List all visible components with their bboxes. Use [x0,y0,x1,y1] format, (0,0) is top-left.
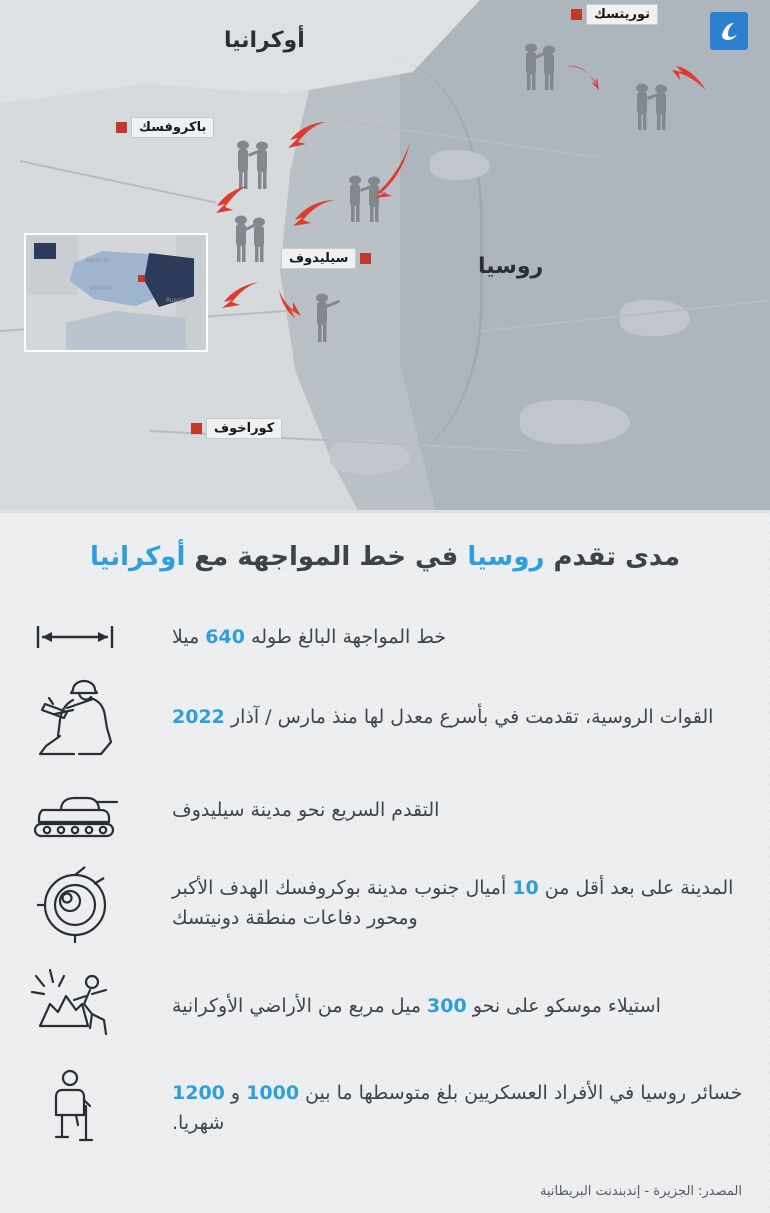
advance-arrow-icon [215,182,249,216]
title-part-before: مدى تقدم [544,542,681,572]
map-city-marker-pokrovsk [116,122,127,133]
inset-locator-map [24,233,208,352]
map-city-kurakhove [191,418,282,439]
advance-arrow-icon [275,288,305,322]
source-credit: المصدر: الجزيرة - إندبندنت البريطانية [539,1184,742,1199]
map-city-toretsk [571,4,658,25]
map-terrain-blob [620,300,690,336]
soldier-icon [229,212,273,264]
map-illustration [0,0,770,510]
explosion-running-person-icon [0,966,150,1046]
map-city-label-toretsk: توريتسك [586,4,658,25]
advance-arrow-icon [563,60,603,94]
soldier-icon [519,40,563,92]
inset-label: Ukraine [90,285,114,292]
info-panel [0,510,770,1213]
map-terrain-blob [330,440,410,474]
map-city-label-kurakhove: كوراخوف [206,418,282,439]
panel-divider [0,510,770,513]
map-terrain-blob [430,150,490,180]
aljazeera-logo-icon [710,12,748,50]
tank-icon [0,780,150,840]
amputee-person-icon [0,1066,150,1150]
map-label-ukraine: أوكرانيا [224,28,305,53]
fact-text: التقدم السريع نحو مدينة سيليدوف [172,798,440,821]
fact-text: استيلاء موسكو على نحو 300 ميل مربع من الأراضي الأوكرانية [172,994,661,1017]
title-highlight-ukraine: أوكرانيا [89,542,186,572]
fact-row [0,1056,770,1160]
map-city-marker-toretsk [571,9,582,20]
advance-arrow-icon [291,194,337,228]
inset-location-pin [138,275,145,282]
advance-arrow-icon [221,278,261,310]
inset-label: Russia [166,297,186,304]
fact-text: خط المواجهة البالغ طوله 640 ميلا [172,625,447,648]
advance-arrow-icon [368,138,414,200]
fact-text: القوات الروسية، تقدمت في بأسرع معدل لها منذ مارس / آذار 2022 [172,705,714,728]
fact-text: المدينة على بعد أقل من 10 أميال جنوب مدينة بوكروفسك الهدف الأكبر ومحور دفاعات منطقة دونيتسك [172,876,734,929]
fact-text: خسائر روسيا في الأفراد العسكريين بلغ متوسطها ما بين 1000 و 1200 شهريا. [172,1081,743,1134]
title-part-middle: في خط المواجهة مع [185,542,468,572]
map-city-pokrovsk [116,117,214,138]
fact-row [0,770,770,850]
fact-list [0,610,770,1160]
advance-arrow-icon [286,118,328,150]
map-terrain-blob [520,400,630,444]
advance-arrow-icon [668,58,710,94]
fact-row [0,610,770,664]
map-city-label-pokrovsk: باكروفسك [131,117,214,138]
title-highlight-russia: روسيا [467,542,545,572]
map-label-russia: روسيا [478,254,544,279]
fact-row [0,664,770,770]
fact-row [0,956,770,1056]
fact-row [0,850,770,956]
page-title [46,542,724,572]
map-city-marker-kurakhove [191,423,202,434]
map-city-label-selydove: سيليدوف [281,248,356,269]
soldier-kneeling-icon [0,674,150,760]
soldier-icon [309,290,343,342]
double-arrow-icon [0,620,150,654]
inset-label: Belarus [86,257,109,264]
map-city-marker-selydove [360,253,371,264]
inset-corner-block [34,243,56,259]
map-city-selydove [281,248,371,269]
radar-target-icon [0,860,150,946]
